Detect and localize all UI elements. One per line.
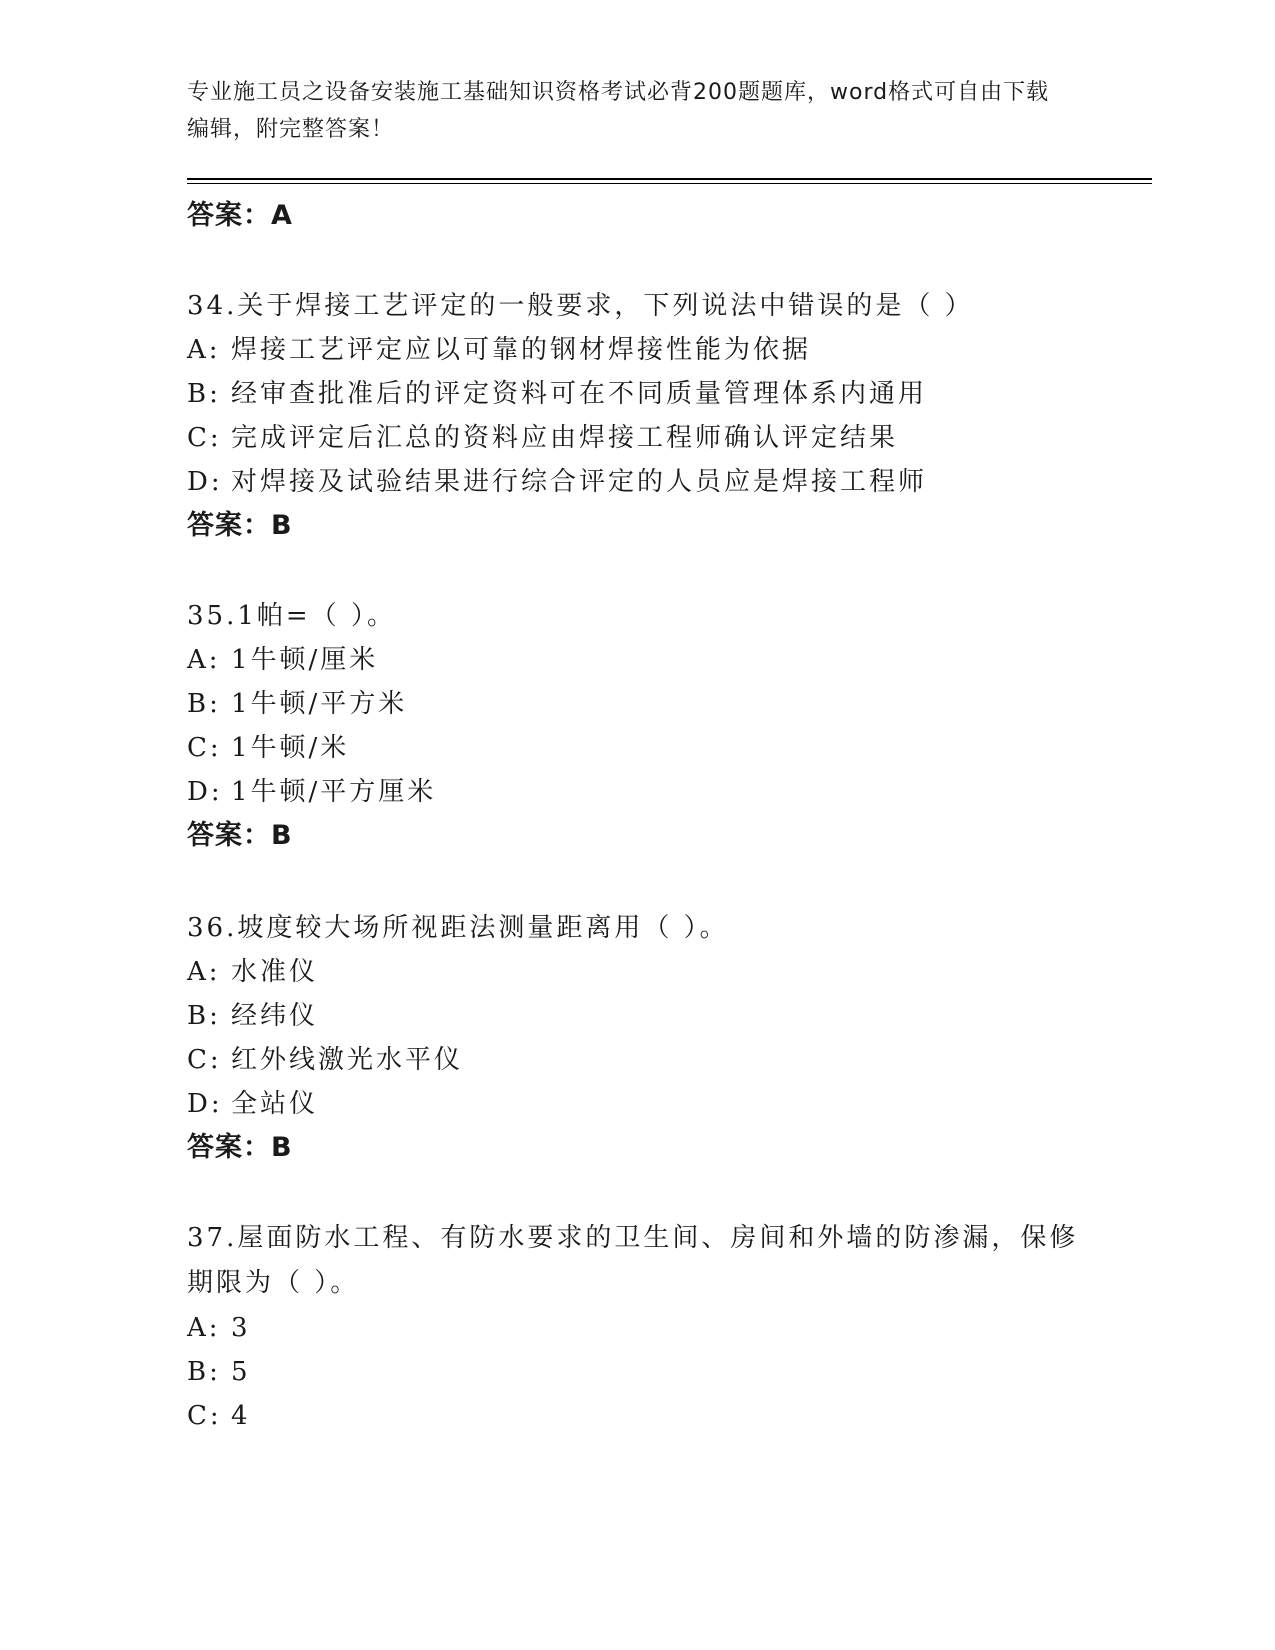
- option-text: 3: [231, 1313, 251, 1343]
- question-34-option-b: [187, 376, 927, 412]
- option-text: 经纬仪: [231, 1001, 319, 1031]
- option-label: C:: [187, 423, 222, 453]
- question-35-option-c: [187, 730, 349, 766]
- question-35-option-a: [187, 642, 378, 678]
- question-36-option-d: [187, 1086, 318, 1122]
- option-text: 经审查批准后的评定资料可在不同质量管理体系内通用: [231, 379, 928, 409]
- option-text: 5: [231, 1357, 251, 1387]
- question-36-option-a: [187, 954, 318, 990]
- header-divider-thick: [187, 178, 1152, 180]
- question-34-answer: 答案：B: [187, 510, 293, 541]
- question-35-option-d: [187, 774, 436, 810]
- question-35-answer: 答案：B: [187, 820, 293, 851]
- question-35-option-b: [187, 686, 407, 722]
- option-label: C:: [187, 733, 222, 763]
- option-label: B:: [187, 379, 221, 409]
- option-label: A:: [187, 335, 221, 365]
- option-label: B:: [187, 1001, 221, 1031]
- question-37-option-c: [187, 1398, 251, 1434]
- question-34-option-d: [187, 464, 927, 500]
- option-text: 1牛顿/厘米: [231, 645, 379, 675]
- question-36-option-c: [187, 1042, 463, 1078]
- option-text: 1牛顿/平方米: [231, 689, 408, 719]
- question-37-option-b: [187, 1354, 251, 1390]
- question-34-option-a: [187, 332, 811, 368]
- option-text: 完成评定后汇总的资料应由焊接工程师确认评定结果: [231, 423, 899, 453]
- question-36-stem: 36.坡度较大场所视距法测量距离用（ ）。: [187, 913, 729, 943]
- option-text: 1牛顿/平方厘米: [231, 777, 437, 807]
- option-label: C:: [187, 1401, 222, 1431]
- document-header: 专业施工员之设备安装施工基础知识资格考试必背200题题库，word格式可自由下载编辑，附完整答案！: [187, 80, 1050, 142]
- question-35-stem: 35.1帕=（ ）。: [187, 601, 396, 631]
- question-34-stem: 34.关于焊接工艺评定的一般要求，下列说法中错误的是（ ）: [187, 291, 974, 321]
- option-text: 焊接工艺评定应以可靠的钢材焊接性能为依据: [231, 335, 812, 365]
- option-label: A:: [187, 957, 221, 987]
- option-text: 4: [231, 1401, 251, 1431]
- question-36-option-b: [187, 998, 318, 1034]
- option-label: B:: [187, 689, 221, 719]
- option-label: D:: [187, 1089, 223, 1119]
- option-label: D:: [187, 467, 223, 497]
- option-label: C:: [187, 1045, 222, 1075]
- option-text: 水准仪: [231, 957, 319, 987]
- question-37-stem: 37.屋面防水工程、有防水要求的卫生间、房间和外墙的防渗漏，保修期限为（ ）。: [187, 1223, 1079, 1298]
- option-text: 对焊接及试验结果进行综合评定的人员应是焊接工程师: [231, 467, 928, 497]
- previous-answer: 答案：A: [187, 200, 293, 231]
- question-37-option-a: [187, 1310, 251, 1346]
- header-divider-thin: [187, 183, 1152, 184]
- option-text: 红外线激光水平仪: [231, 1045, 464, 1075]
- question-34-option-c: [187, 420, 898, 456]
- option-text: 1牛顿/米: [231, 733, 350, 763]
- option-text: 全站仪: [231, 1089, 319, 1119]
- option-label: B:: [187, 1357, 221, 1387]
- option-label: A:: [187, 645, 221, 675]
- option-label: A:: [187, 1313, 221, 1343]
- question-36-answer: 答案：B: [187, 1132, 293, 1163]
- option-label: D:: [187, 777, 223, 807]
